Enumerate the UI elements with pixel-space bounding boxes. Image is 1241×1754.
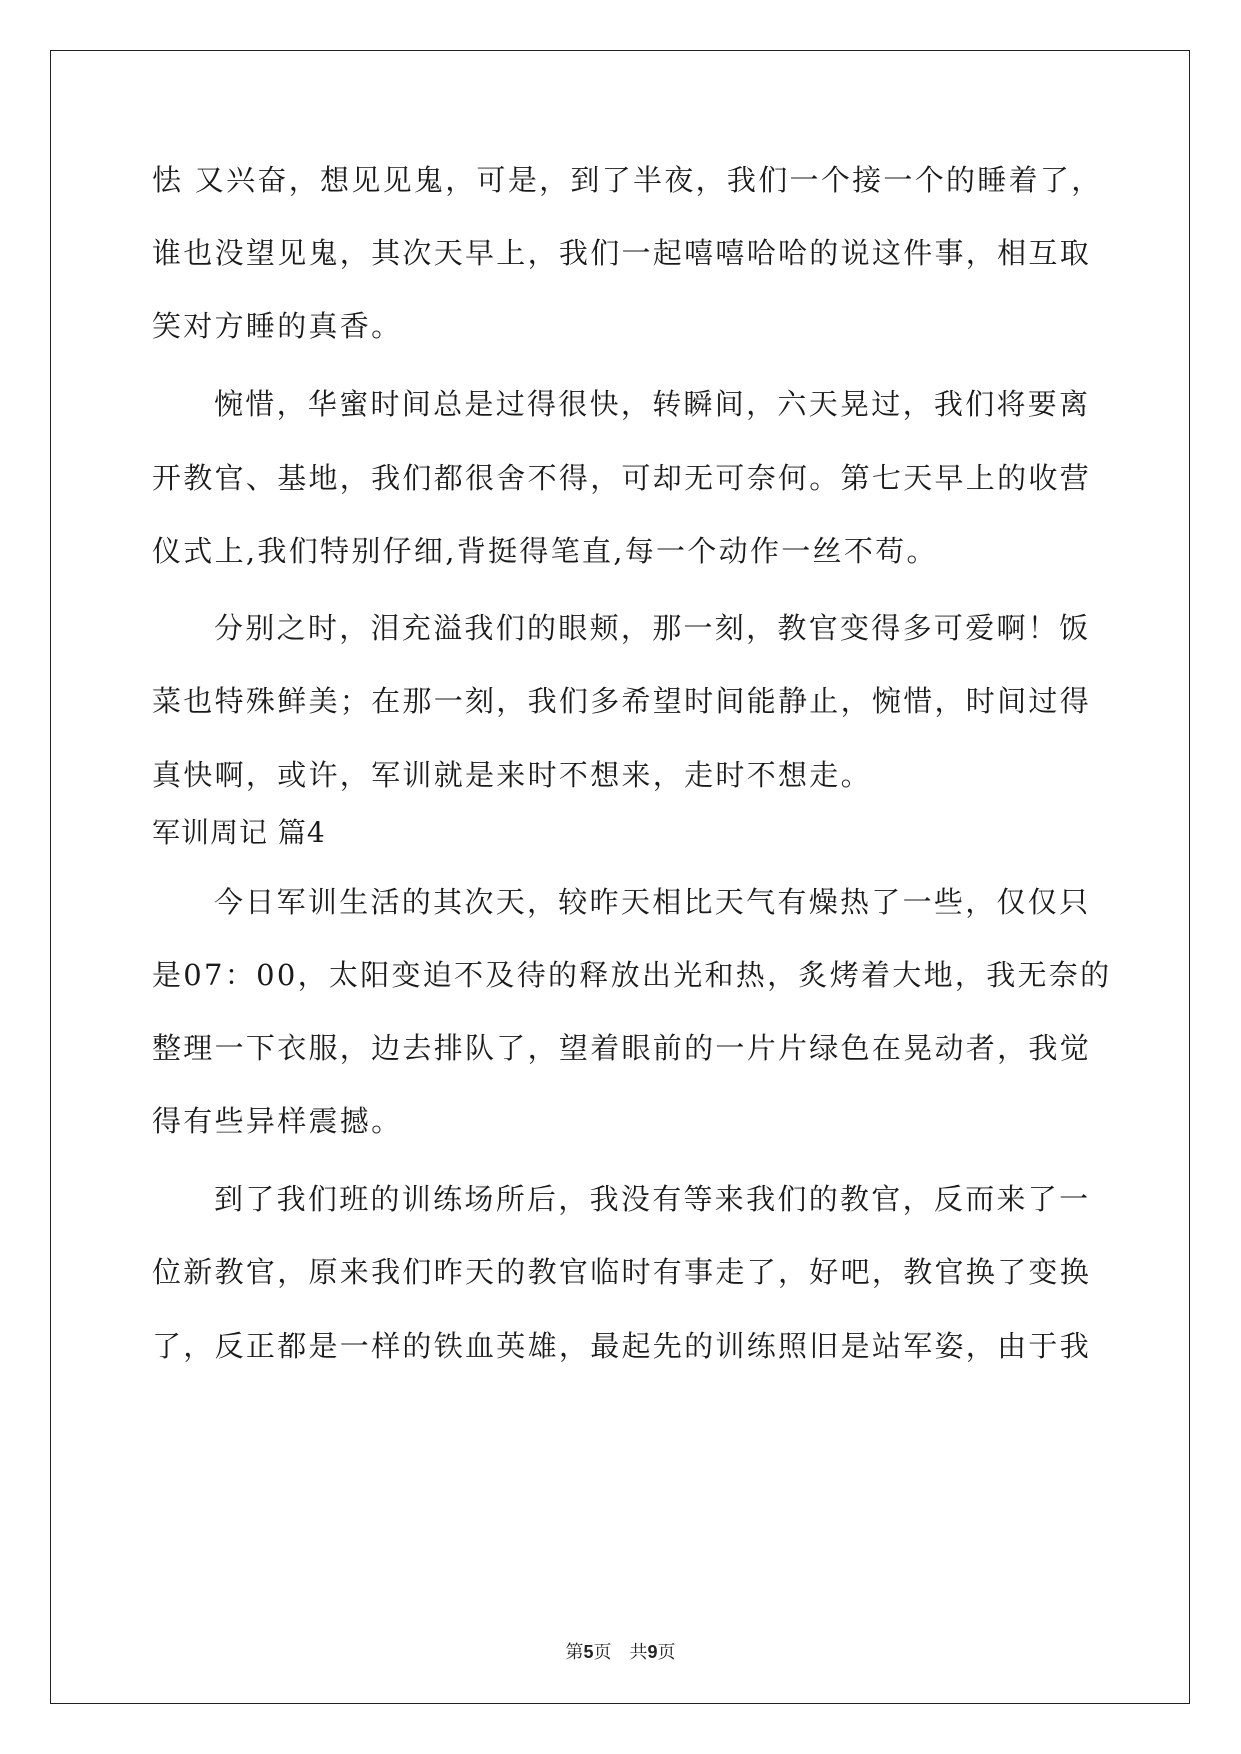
text-line: 菜也特殊鲜美；在那一刻，我们多希望时间能静止，惋惜，时间过得 — [152, 684, 1092, 718]
page-border — [50, 50, 1190, 1704]
text-line: 位新教官，原来我们昨天的教官临时有事走了，好吧，教官换了变换 — [152, 1255, 1092, 1289]
text-line: 了，反正都是一样的铁血英雄，最起先的训练照旧是站军姿，由于我 — [152, 1329, 1092, 1363]
footer-mid: 页 共 — [593, 1642, 648, 1663]
paragraph-first-line: 惋惜，华蜜时间总是过得很快，转瞬间，六天晃过，我们将要离 — [214, 387, 1091, 421]
text-line: 是07：00，太阳变迫不及待的释放出光和热，炙烤着大地，我无奈的 — [152, 958, 1112, 992]
text-line: 开教官、基地，我们都很舍不得，可却无可奈何。第七天早上的收营 — [152, 461, 1092, 495]
text-line: 笑对方睡的真香。 — [152, 309, 403, 343]
text-line: 仪式上,我们特别仔细,背挺得笔直,每一个动作一丝不苟。 — [152, 534, 938, 568]
paragraph-first-line: 到了我们班的训练场所后，我没有等来我们的教官，反而来了一 — [214, 1182, 1091, 1216]
footer-prefix: 第 — [565, 1642, 584, 1663]
text-line: 怯 又兴奋，想见见鬼，可是，到了半夜，我们一个接一个的睡着了， — [152, 163, 1103, 197]
text-line: 谁也没望见鬼，其次天早上，我们一起嘻嘻哈哈的说这件事，相互取 — [152, 236, 1092, 270]
text-line: 整理一下衣服，边去排队了，望着眼前的一片片绿色在晃动者，我觉 — [152, 1031, 1092, 1065]
text-line: 真快啊，或许，军训就是来时不想来，走时不想走。 — [152, 758, 872, 792]
text-line: 得有些异样震撼。 — [152, 1104, 403, 1138]
footer-suffix: 页 — [657, 1642, 676, 1663]
section-heading: 军训周记 篇4 — [152, 816, 326, 849]
page-footer — [0, 1638, 1241, 1664]
current-page-number: 5 — [583, 1642, 594, 1662]
paragraph-first-line: 分别之时，泪充溢我们的眼颊，那一刻，教官变得多可爱啊！饭 — [214, 611, 1091, 645]
total-pages-number: 9 — [647, 1642, 658, 1662]
paragraph-first-line: 今日军训生活的其次天，较昨天相比天气有燥热了一些，仅仅只 — [214, 885, 1091, 919]
